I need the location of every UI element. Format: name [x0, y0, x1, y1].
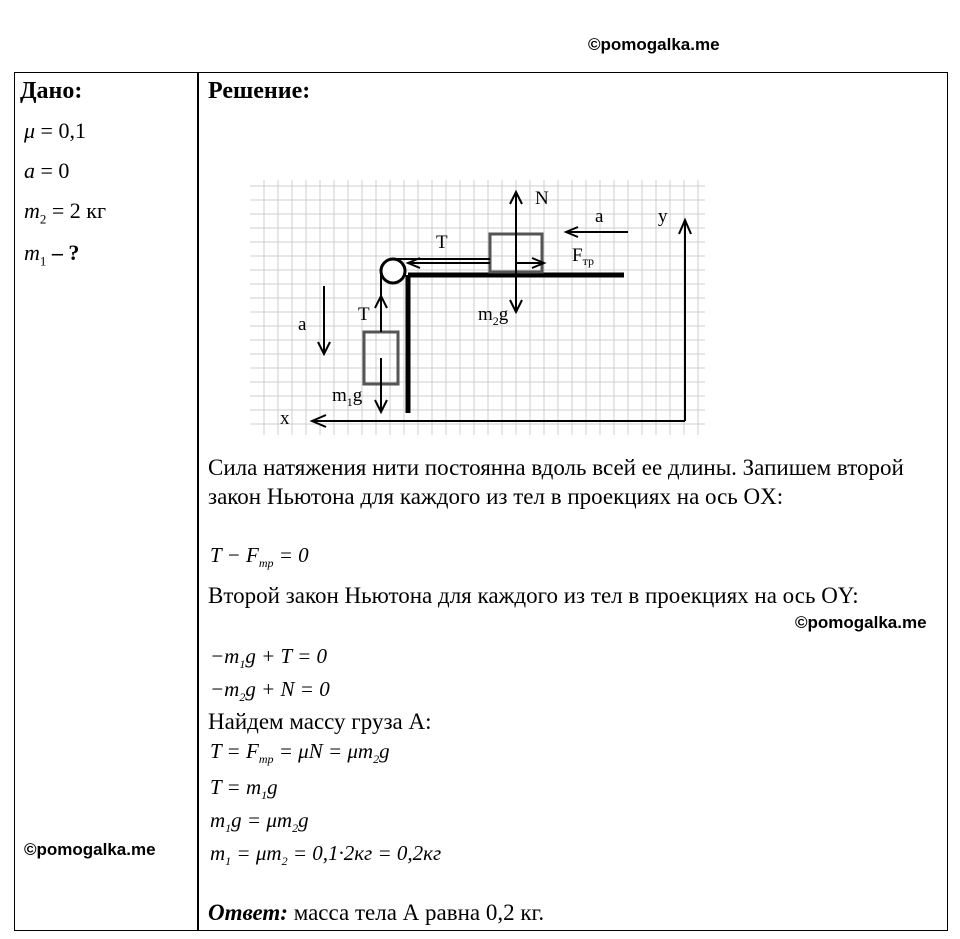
equation-tension-weight: $T = m_1g$ — [210, 775, 278, 803]
given-a: a = 0 — [24, 158, 70, 183]
label-T-top: T — [436, 232, 448, 253]
pulley — [381, 259, 405, 283]
equation-oy-1: $-m_1g + T = 0$ — [210, 644, 327, 672]
given-m2: $m_2 = 2$ кг — [24, 198, 107, 227]
solution-paragraph-1: Сила натяжения нити постоянна вдоль всей ее длины. Запишем второй закон Ньютона для каждого из тел в проекциях на ось OX: — [208, 455, 904, 509]
equation-equality: $m_1g = \mu m_2g$ — [210, 808, 309, 836]
column-divider — [197, 72, 199, 931]
label-m2g: $m_2g$ — [478, 304, 509, 328]
given-m1: $m_1$ – ? — [24, 240, 80, 269]
equation-result: $m_1 = \mu m_2 = 0,1\cdot 2кг = 0,2кг$ — [210, 841, 442, 869]
label-a-top: a — [595, 206, 604, 227]
given-mu: μ = 0,1 — [24, 118, 86, 143]
label-y: y — [658, 206, 668, 227]
solution-heading: Решение: — [208, 78, 311, 104]
answer: Ответ: масса тела А равна 0,2 кг. — [208, 900, 545, 925]
label-m1g: $m_1g$ — [332, 385, 363, 409]
solution-paragraph-2: Второй закон Ньютона для каждого из тел в проекциях на ось OY: — [208, 583, 859, 608]
given-heading: Дано: — [20, 78, 83, 104]
watermark-middle: ©pomogalka.me — [795, 613, 927, 632]
solution-paragraph-3: Найдем массу груза А: — [208, 709, 432, 734]
label-a-left: a — [298, 314, 307, 335]
equation-ox: $T - F_{тр} = 0$ — [210, 543, 309, 571]
equation-tension-friction: $T = F_{тр} = \mu N = \mu m_2g$ — [210, 739, 390, 767]
label-N: N — [535, 188, 549, 209]
watermark-left: ©pomogalka.me — [24, 840, 156, 859]
physics-diagram — [250, 180, 720, 442]
equation-oy-2: $-m_2g + N = 0$ — [210, 677, 330, 705]
label-F: $F_{тр}$ — [572, 245, 594, 268]
label-T-left: T — [358, 304, 370, 325]
watermark-top: ©pomogalka.me — [588, 35, 720, 54]
label-x: x — [280, 408, 290, 429]
